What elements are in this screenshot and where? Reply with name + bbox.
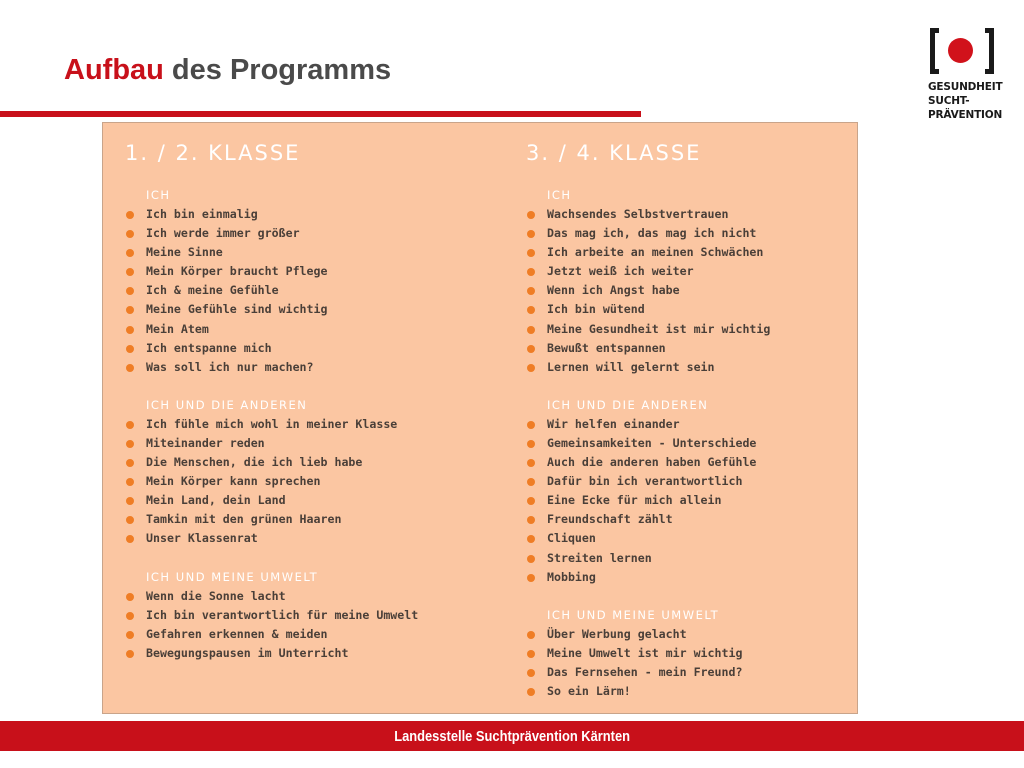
group-title: ICH — [547, 188, 572, 202]
topic-group — [123, 568, 483, 663]
list-item: Mein Land, dein Land — [123, 491, 483, 510]
list-item: Das Fernsehen - mein Freund? — [524, 663, 884, 682]
logo-mark — [928, 28, 994, 76]
list-item: Eine Ecke für mich allein — [524, 491, 884, 510]
group-title: ICH — [146, 188, 171, 202]
list-item: Die Menschen, die ich lieb habe — [123, 453, 483, 472]
list-item: Freundschaft zählt — [524, 510, 884, 529]
list-item: Meine Gefühle sind wichtig — [123, 300, 483, 319]
topic-group — [524, 186, 884, 377]
topic-list — [524, 625, 884, 701]
column-heading: 1. / 2. KLASSE — [125, 141, 301, 165]
list-item: So ein Lärm! — [524, 682, 884, 701]
list-item: Ich fühle mich wohl in meiner Klasse — [123, 415, 483, 434]
group-title: ICH UND DIE ANDEREN — [146, 397, 308, 412]
logo-line-2: SUCHT- — [928, 95, 970, 107]
logo-dot — [948, 38, 973, 63]
list-item: Ich & meine Gefühle — [123, 281, 483, 300]
group-title: ICH UND DIE ANDEREN — [547, 397, 709, 412]
column-groups — [524, 186, 884, 720]
list-item: Wenn die Sonne lacht — [123, 587, 483, 606]
list-item: Ich entspanne mich — [123, 339, 483, 358]
list-item: Ich bin wütend — [524, 300, 884, 319]
list-item: Ich bin einmalig — [123, 205, 483, 224]
list-item: Mobbing — [524, 568, 884, 587]
list-item: Dafür bin ich verantwortlich — [524, 472, 884, 491]
list-item: Unser Klassenrat — [123, 529, 483, 548]
list-item: Wachsendes Selbstvertrauen — [524, 205, 884, 224]
column-groups — [123, 186, 483, 682]
logo-line-3: PRÄVENTION — [928, 109, 1003, 121]
list-item: Auch die anderen haben Gefühle — [524, 453, 884, 472]
list-item: Cliquen — [524, 529, 884, 548]
list-item: Meine Umwelt ist mir wichtig — [524, 644, 884, 663]
list-item: Gemeinsamkeiten - Unterschiede — [524, 434, 884, 453]
list-item: Tamkin mit den grünen Haaren — [123, 510, 483, 529]
list-item: Über Werbung gelacht — [524, 625, 884, 644]
list-item: Wir helfen einander — [524, 415, 884, 434]
topic-list — [123, 587, 483, 663]
title-underline — [0, 111, 641, 117]
list-item: Mein Atem — [123, 320, 483, 339]
logo-bracket-right — [985, 28, 994, 74]
topic-group — [524, 606, 884, 701]
topic-list — [123, 205, 483, 377]
topic-list — [524, 415, 884, 587]
topic-group — [123, 186, 483, 377]
logo-bracket-left — [930, 28, 939, 74]
list-item: Meine Sinne — [123, 243, 483, 262]
topic-group — [123, 396, 483, 549]
list-item: Meine Gesundheit ist mir wichtig — [524, 320, 884, 339]
list-item: Miteinander reden — [123, 434, 483, 453]
list-item: Wenn ich Angst habe — [524, 281, 884, 300]
footer-bar — [0, 721, 1024, 751]
list-item: Bewegungspausen im Unterricht — [123, 644, 483, 663]
list-item: Jetzt weiß ich weiter — [524, 262, 884, 281]
group-title: ICH UND MEINE UMWELT — [146, 569, 319, 584]
list-item: Ich arbeite an meinen Schwächen — [524, 243, 884, 262]
logo — [928, 28, 1008, 122]
topic-group — [524, 396, 884, 587]
topic-list — [524, 205, 884, 377]
group-title: ICH UND MEINE UMWELT — [547, 607, 720, 622]
list-item: Streiten lernen — [524, 549, 884, 568]
list-item: Bewußt entspannen — [524, 339, 884, 358]
logo-line-1: GESUNDHEIT — [928, 81, 1003, 93]
slide-title-rest: des Programms — [163, 54, 392, 86]
list-item: Das mag ich, das mag ich nicht — [524, 224, 884, 243]
list-item: Ich werde immer größer — [123, 224, 483, 243]
topic-list — [123, 415, 483, 549]
list-item: Lernen will gelernt sein — [524, 358, 884, 377]
column-heading: 3. / 4. KLASSE — [526, 141, 702, 165]
logo-text — [928, 80, 1008, 122]
slide-title-accent: Aufbau — [64, 54, 164, 86]
list-item: Ich bin verantwortlich für meine Umwelt — [123, 606, 483, 625]
slide-title — [64, 52, 391, 88]
list-item: Mein Körper kann sprechen — [123, 472, 483, 491]
list-item: Mein Körper braucht Pflege — [123, 262, 483, 281]
list-item: Gefahren erkennen & meiden — [123, 625, 483, 644]
list-item: Was soll ich nur machen? — [123, 358, 483, 377]
program-panel — [102, 122, 858, 714]
footer-text: Landesstelle Suchtprävention Kärnten — [394, 727, 630, 745]
